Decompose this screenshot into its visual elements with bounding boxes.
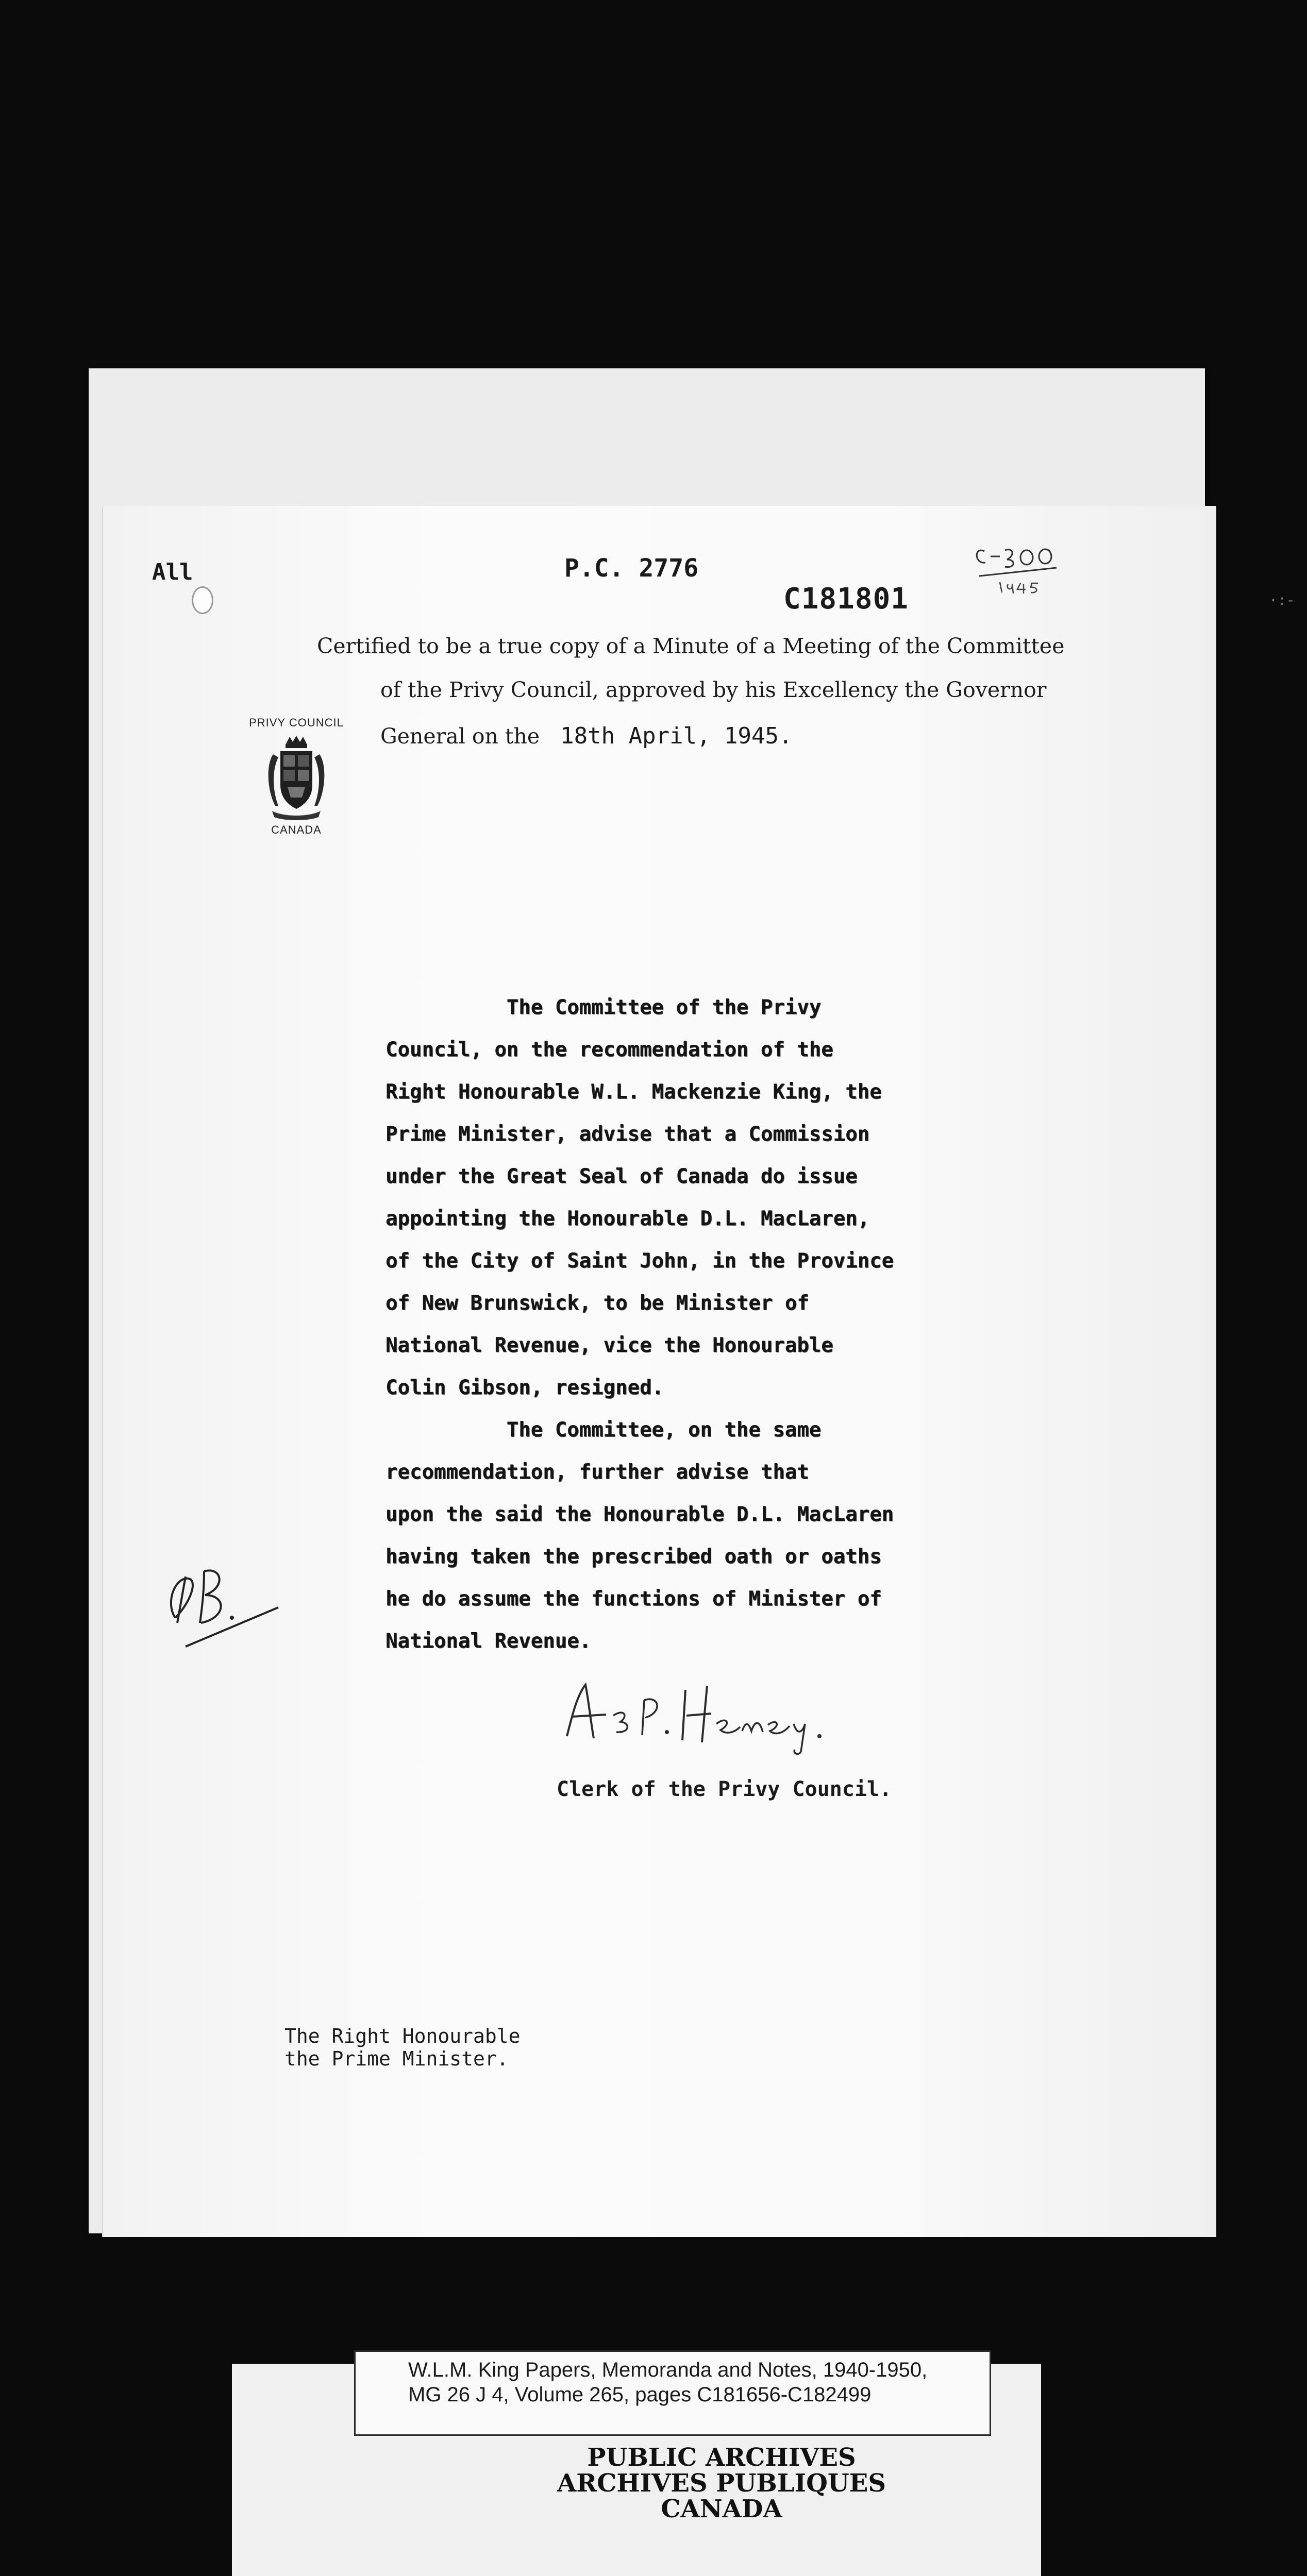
archives-stamp-line-3: CANADA (661, 2495, 782, 2523)
body-line: of the City of Saint John, in the Province (386, 1249, 894, 1273)
body-line: under the Great Seal of Canada do issue (386, 1165, 858, 1188)
handwritten-reference (969, 536, 1062, 598)
archive-reference-line-2: MG 26 J 4, Volume 265, pages C181656-C182499 (408, 2383, 872, 2406)
body-line: Prime Minister, advise that a Commission (386, 1123, 870, 1146)
body-line: The Committee of the Privy (386, 996, 822, 1019)
privy-council-crest (227, 716, 366, 840)
body-line: Right Honourable W.L. Mackenzie King, the (386, 1080, 882, 1104)
signer-title: Clerk of the Privy Council. (557, 1777, 892, 1801)
addressee-line-2: the Prime Minister. (284, 2047, 509, 2070)
pc-number: P.C. 2776 (564, 554, 699, 583)
punch-hole (192, 586, 213, 614)
body-line: of New Brunswick, to be Minister of (386, 1292, 809, 1315)
crest-label-top: PRIVY COUNCIL (249, 716, 344, 729)
archives-stamp-line-1: PUBLIC ARCHIVES (587, 2443, 856, 2472)
body-line: The Committee, on the same (386, 1418, 822, 1442)
body-line: appointing the Honourable D.L. MacLaren, (386, 1207, 870, 1230)
addressee-line-1: The Right Honourable (284, 2025, 521, 2047)
certification-line-1: Certified to be a true copy of a Minute of a Meeting of the Committee (317, 634, 1065, 658)
minute-body (386, 987, 1055, 1663)
edge-mark: ·:- (1269, 591, 1295, 608)
certification-line-3 (380, 723, 793, 749)
archives-stamp (454, 2445, 990, 2522)
body-line: National Revenue, vice the Honourable (386, 1334, 833, 1357)
body-line: Council, on the recommendation of the (386, 1038, 833, 1061)
certification-line-2: of the Privy Council, approved by his Excellency the Governor (380, 677, 1047, 702)
file-code: All (152, 559, 193, 585)
body-line: upon the said the Honourable D.L. MacLaren (386, 1503, 894, 1526)
addressee (284, 2025, 521, 2070)
document-number: C181801 (783, 582, 909, 616)
archives-stamp-line-2: ARCHIVES PUBLIQUES (557, 2469, 886, 2498)
body-line: recommendation, further advise that (386, 1461, 809, 1484)
crest-label-bottom: CANADA (271, 823, 322, 836)
archive-reference-line-1: W.L.M. King Papers, Memoranda and Notes, 1940-1950, (408, 2359, 928, 2381)
marginal-initials (155, 1546, 289, 1659)
meeting-date: 18th April, 1945. (560, 723, 793, 749)
body-line: having taken the prescribed oath or oaths (386, 1545, 882, 1568)
certification-line-3-text: General on the (380, 724, 540, 749)
coat-of-arms-icon (263, 734, 330, 821)
clerk-signature (557, 1674, 876, 1757)
body-line: Colin Gibson, resigned. (386, 1376, 664, 1399)
body-line: he do assume the functions of Minister of (386, 1587, 882, 1611)
body-line: National Revenue. (386, 1630, 592, 1653)
